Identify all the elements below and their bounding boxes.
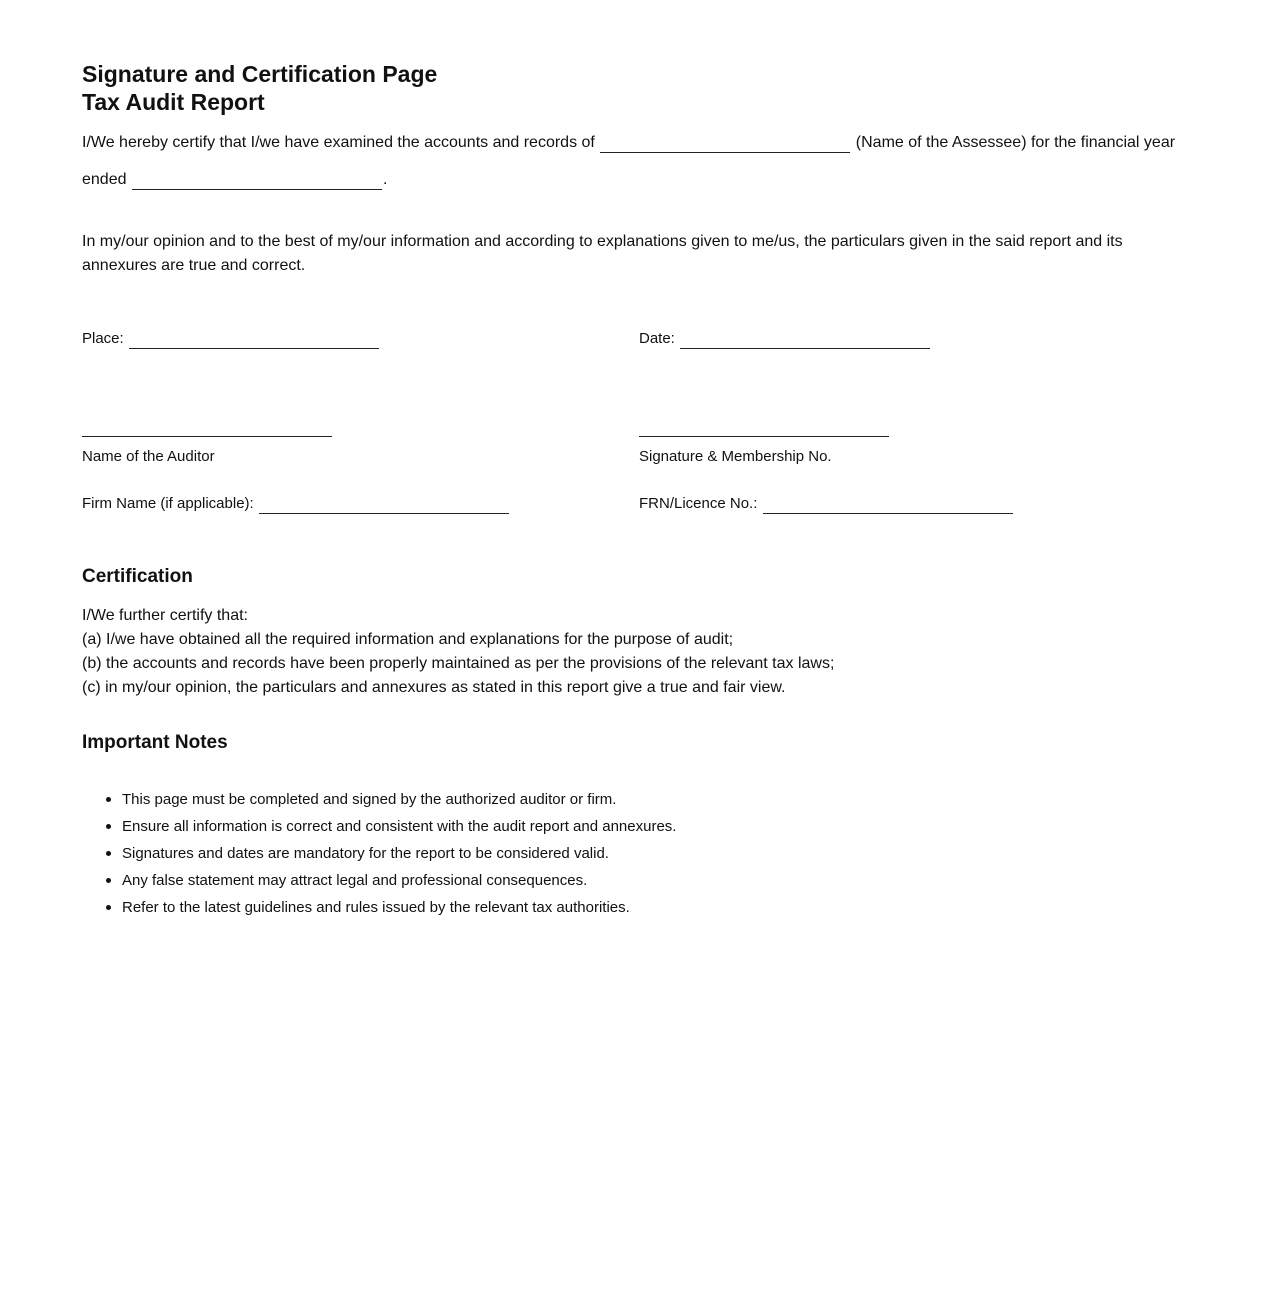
frn-label: FRN/Licence No.:	[639, 495, 758, 512]
firm-name-label: Firm Name (if applicable):	[82, 495, 254, 512]
bullet-icon	[106, 905, 111, 910]
opinion-paragraph: In my/our opinion and to the best of my/our information and according to explanations given to me/us, the particulars given in the said report and its annexures are true and correct.	[82, 233, 1123, 274]
signature-line[interactable]	[639, 436, 889, 437]
place-label: Place:	[82, 330, 124, 347]
signature-label: Signature & Membership No.	[639, 448, 832, 465]
list-item	[122, 813, 676, 840]
certification-line: (c) in my/our opinion, the particulars and annexures as stated in this report give a true and fair view.	[82, 679, 786, 696]
note-text: Any false statement may attract legal and professional consequences.	[122, 872, 588, 889]
certify-text-2: (Name of the Assessee) for the financial year	[855, 134, 1176, 151]
note-text: Signatures and dates are mandatory for the report to be considered valid.	[122, 845, 609, 862]
auditor-name-label: Name of the Auditor	[82, 448, 215, 465]
auditor-name-line[interactable]	[82, 436, 332, 437]
bullet-icon	[106, 824, 111, 829]
firm-name-blank[interactable]	[259, 493, 509, 514]
bullet-icon	[106, 797, 111, 802]
note-text: Ensure all information is correct and consistent with the audit report and annexures.	[122, 818, 677, 835]
certification-heading: Certification	[82, 566, 193, 587]
list-item	[122, 786, 676, 813]
important-notes-list	[82, 786, 676, 921]
date-label: Date:	[639, 330, 675, 347]
frn-blank[interactable]	[763, 493, 1013, 514]
note-text: This page must be completed and signed by the authorized auditor or firm.	[122, 791, 617, 808]
firm-name-field	[82, 493, 510, 514]
certify-text-1: I/We hereby certify that I/we have examined the accounts and records of	[82, 134, 595, 151]
certify-paragraph	[82, 124, 1192, 198]
bullet-icon	[106, 851, 111, 856]
certification-line: (a) I/we have obtained all the required information and explanations for the purpose of audit;	[82, 631, 734, 648]
certify-text-4: .	[382, 171, 388, 188]
financial-year-end-blank[interactable]	[132, 169, 382, 190]
title-line-2: Tax Audit Report	[82, 89, 265, 115]
frn-field	[639, 493, 1014, 514]
certification-line: (b) the accounts and records have been properly maintained as per the provisions of the relevant tax laws;	[82, 655, 835, 672]
date-field	[639, 328, 931, 349]
certification-line: I/We further certify that:	[82, 607, 248, 624]
page-title	[82, 60, 437, 116]
certify-text-3: ended	[82, 171, 127, 188]
list-item	[122, 867, 676, 894]
place-blank[interactable]	[129, 328, 379, 349]
bullet-icon	[106, 878, 111, 883]
list-item	[122, 894, 676, 921]
place-field	[82, 328, 380, 349]
assessee-name-blank[interactable]	[600, 132, 850, 153]
list-item	[122, 840, 676, 867]
certification-text	[82, 604, 834, 700]
date-blank[interactable]	[680, 328, 930, 349]
note-text: Refer to the latest guidelines and rules issued by the relevant tax authorities.	[122, 899, 630, 916]
title-line-1: Signature and Certification Page	[82, 61, 438, 87]
important-notes-heading: Important Notes	[82, 732, 228, 753]
